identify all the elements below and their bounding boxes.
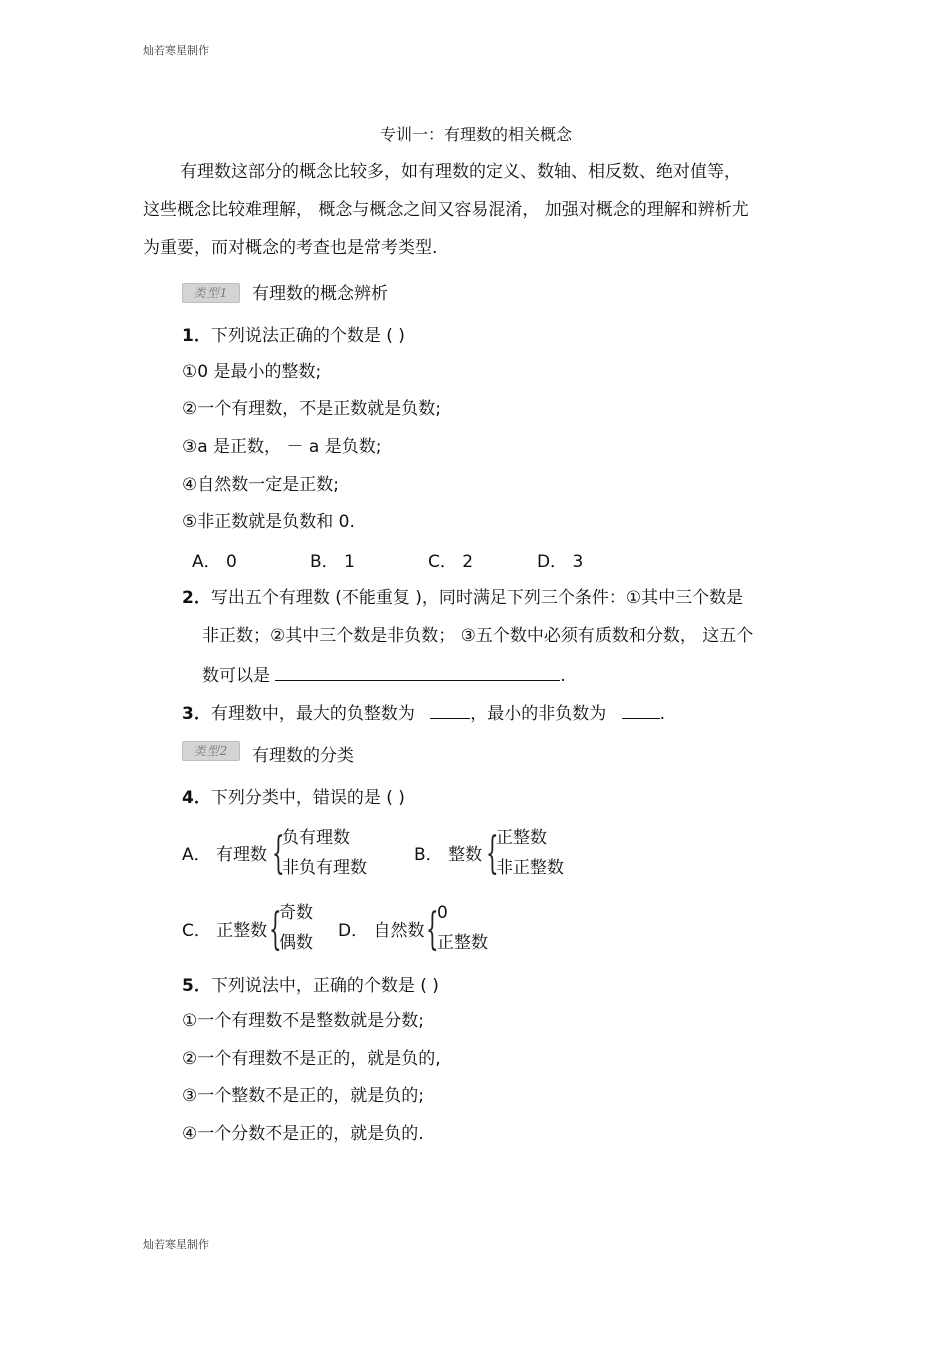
question-3-blank-1[interactable] — [430, 700, 470, 719]
page-header: 灿若寒星制作 — [143, 44, 209, 57]
option-d-top: 0 — [437, 903, 448, 923]
option-a-top: 负有理数 — [282, 828, 350, 848]
question-1-item: ③a 是正数， － a 是负数; — [182, 437, 382, 457]
question-2-prefix: 数可以是 — [202, 666, 270, 686]
option-b-bottom: 非正整数 — [496, 858, 564, 878]
type-2-badge: 类型2 — [182, 741, 240, 761]
question-4-option-b-label — [414, 844, 482, 866]
option-b-top: 正整数 — [496, 828, 547, 848]
question-1-number: 1． — [182, 326, 211, 346]
question-1-item: ①0 是最小的整数; — [182, 362, 322, 382]
option-c-bottom: 偶数 — [279, 933, 313, 953]
option-d-bottom: 正整数 — [437, 933, 488, 953]
option-d-term: 自然数 — [373, 921, 425, 941]
option-b-term: 整数 — [448, 845, 483, 865]
type-1-label: 有理数的概念辨析 — [252, 284, 388, 304]
option-b-letter: B． — [414, 845, 443, 865]
question-5 — [182, 975, 439, 997]
question-4-option-c-label — [182, 920, 267, 942]
question-5-stem: 下列说法中，正确的个数是 ( ) — [210, 976, 439, 996]
question-2-line-1 — [182, 587, 743, 609]
intro-line-2: 这些概念比较难理解， 概念与概念之间又容易混淆， 加强对概念的理解和辨析尤 — [143, 200, 749, 220]
option-c-term: 正整数 — [216, 921, 268, 941]
question-1 — [182, 325, 405, 347]
question-4-number: 4． — [182, 788, 211, 808]
question-1-option-a: A． 0 — [192, 552, 237, 572]
question-3-part-2: ，最小的非负数为 — [470, 704, 607, 724]
option-d-letter: D． — [338, 921, 369, 941]
question-5-item: ④一个分数不是正的，就是负的. — [182, 1124, 424, 1144]
type-2-label: 有理数的分类 — [252, 746, 354, 766]
question-4-stem: 下列分类中，错误的是 ( ) — [210, 788, 405, 808]
question-5-item: ①一个有理数不是整数就是分数; — [182, 1011, 424, 1031]
question-2-number: 2． — [182, 588, 211, 608]
question-3-part-1: 有理数中，最大的负整数为 — [210, 704, 415, 724]
type-1-badge: 类型1 — [182, 283, 240, 303]
question-3-blank-2[interactable] — [622, 700, 660, 719]
question-1-item: ④自然数一定是正数; — [182, 475, 339, 495]
question-2-line-3 — [202, 662, 566, 687]
question-4-option-a-label — [182, 844, 267, 866]
question-2-period: . — [560, 666, 566, 686]
question-1-stem: 下列说法正确的个数是 ( ) — [210, 326, 405, 346]
question-3-period: . — [659, 704, 666, 724]
question-1-item: ⑤非正数就是负数和 0. — [182, 512, 355, 532]
page-footer: 灿若寒星制作 — [143, 1238, 209, 1251]
question-1-option-b: B． 1 — [310, 552, 355, 572]
left-brace-icon: { — [486, 828, 499, 879]
question-5-item: ②一个有理数不是正的，就是负的, — [182, 1049, 441, 1069]
option-c-top: 奇数 — [279, 903, 313, 923]
question-2-line-2: 非正数；②其中三个数是非负数； ③五个数中必须有质数和分数， 这五个 — [202, 626, 754, 646]
question-1-item: ②一个有理数，不是正数就是负数; — [182, 399, 441, 419]
left-brace-icon: { — [269, 904, 282, 955]
question-1-option-c: C． 2 — [428, 552, 474, 572]
question-5-item: ③一个整数不是正的，就是负的; — [182, 1086, 424, 1106]
question-4 — [182, 787, 405, 809]
option-a-letter: A． — [182, 845, 211, 865]
intro-line-3: 为重要，而对概念的考查也是常考类型. — [143, 238, 438, 258]
left-brace-icon: { — [272, 828, 285, 879]
question-1-option-d: D． 3 — [537, 552, 584, 572]
option-a-term: 有理数 — [216, 845, 268, 865]
question-2-text: 写出五个有理数 (不能重复 )，同时满足下列三个条件：①其中三个数是 — [210, 588, 744, 608]
question-2-answer-blank[interactable] — [275, 662, 560, 681]
page-title: 专训一：有理数的相关概念 — [380, 125, 573, 144]
option-c-letter: C． — [182, 921, 211, 941]
intro-line-1: 有理数这部分的概念比较多，如有理数的定义、数轴、相反数、绝对值等， — [180, 162, 741, 182]
option-a-bottom: 非负有理数 — [282, 858, 367, 878]
question-5-number: 5． — [182, 976, 211, 996]
question-3 — [182, 700, 665, 725]
left-brace-icon: { — [426, 904, 439, 955]
question-4-option-d-label — [338, 920, 425, 942]
question-3-number: 3． — [182, 704, 211, 724]
